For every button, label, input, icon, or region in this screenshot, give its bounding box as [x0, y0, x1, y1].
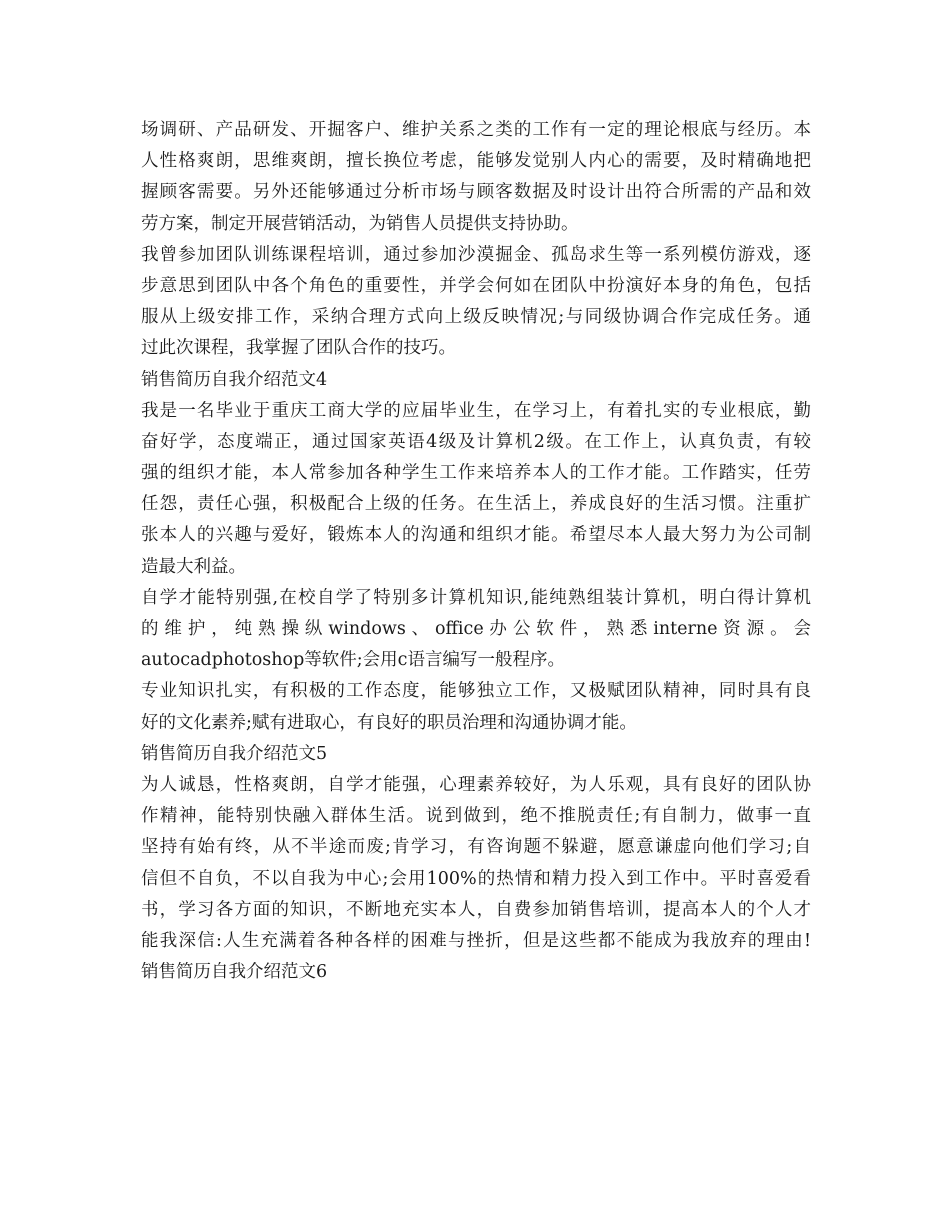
text-line: 专业知识扎实，有积极的工作态度，能够独立工作，又极赋团队精神，同时具有良 — [141, 681, 811, 702]
text-line: 能我深信:人生充满着各种各样的困难与挫折，但是这些都不能成为我放弃的理由! — [141, 930, 811, 951]
text-line: 好的文化素养;赋有进取心，有良好的职员治理和沟通协调才能。 — [141, 712, 637, 733]
text-line: 人性格爽朗，思维爽朗，擅长换位考虑，能够发觉别人内心的需要，及时精确地把 — [141, 151, 811, 172]
text-line: 为人诚恳，性格爽朗，自学才能强，心理素养较好，为人乐观，具有良好的团队协 — [141, 774, 811, 795]
document-page — [141, 115, 811, 988]
text-line: 场调研、产品研发、开掘客户、维护关系之类的工作有一定的理论根底与经历。本 — [141, 120, 811, 140]
text-line: 张本人的兴趣与爱好，锻炼本人的沟通和组织才能。希望尽本人最大努力为公司制 — [141, 525, 811, 546]
text-line: 奋好学，态度端正，通过国家英语4级及计算机2级。在工作上，认真负责，有较 — [141, 431, 811, 452]
text-line: 作精神，能特别快融入群体生活。说到做到，绝不推脱责任;有自制力，做事一直 — [141, 806, 811, 827]
text-line: 书，学习各方面的知识，不断地充实本人，自费参加销售培训，提高本人的个人才 — [141, 899, 811, 920]
text-line: 服从上级安排工作，采纳合理方式向上级反映情况;与同级协调合作完成任务。通 — [141, 307, 811, 328]
text-line: 造最大利益。 — [141, 556, 246, 577]
text-line: 握顾客需要。另外还能够通过分析市场与顾客数据及时设计出符合所需的产品和效 — [141, 182, 811, 203]
text-line: 我是一名毕业于重庆工商大学的应届毕业生，在学习上，有着扎实的专业根底，勤 — [141, 400, 811, 421]
text-line: 步意思到团队中各个角色的重要性，并学会何如在团队中扮演好本身的角色，包括 — [141, 275, 811, 296]
section-heading: 销售简历自我介绍范文4 — [141, 369, 328, 390]
section-heading: 销售简历自我介绍范文6 — [141, 962, 328, 983]
text-line: 我曾参加团队训练课程培训，通过参加沙漠掘金、孤岛求生等一系列模仿游戏，逐 — [141, 244, 811, 265]
text-line: 任怨，责任心强，积极配合上级的任务。在生活上，养成良好的生活习惯。注重扩 — [141, 494, 811, 515]
text-line: 劳方案，制定开展营销活动，为销售人员提供支持协助。 — [141, 213, 579, 234]
text-line: 自学才能特别强,在校自学了特别多计算机知识,能纯熟组装计算机，明白得计算机 — [141, 587, 811, 608]
text-line: 过此次课程，我掌握了团队合作的技巧。 — [141, 338, 456, 359]
text-line: 信但不自负，不以自我为中心;会用100%的热情和精力投入到工作中。平时喜爱看 — [141, 868, 811, 889]
section-heading: 销售简历自我介绍范文5 — [141, 743, 328, 764]
text-line: autocadphotoshop等软件;会用c语言编写一般程序。 — [141, 650, 565, 671]
text-line: 的 维 护 ， 纯 熟 操 纵 windows 、 office 办 公 软 件 ， 熟 悉 interne 资 源 。 会 — [141, 619, 811, 639]
text-line: 坚持有始有终，从不半途而废;肯学习，有咨询题不躲避，愿意谦虚向他们学习;自 — [141, 837, 811, 858]
text-line: 强的组织才能，本人常参加各种学生工作来培养本人的工作才能。工作踏实，任劳 — [141, 463, 811, 484]
